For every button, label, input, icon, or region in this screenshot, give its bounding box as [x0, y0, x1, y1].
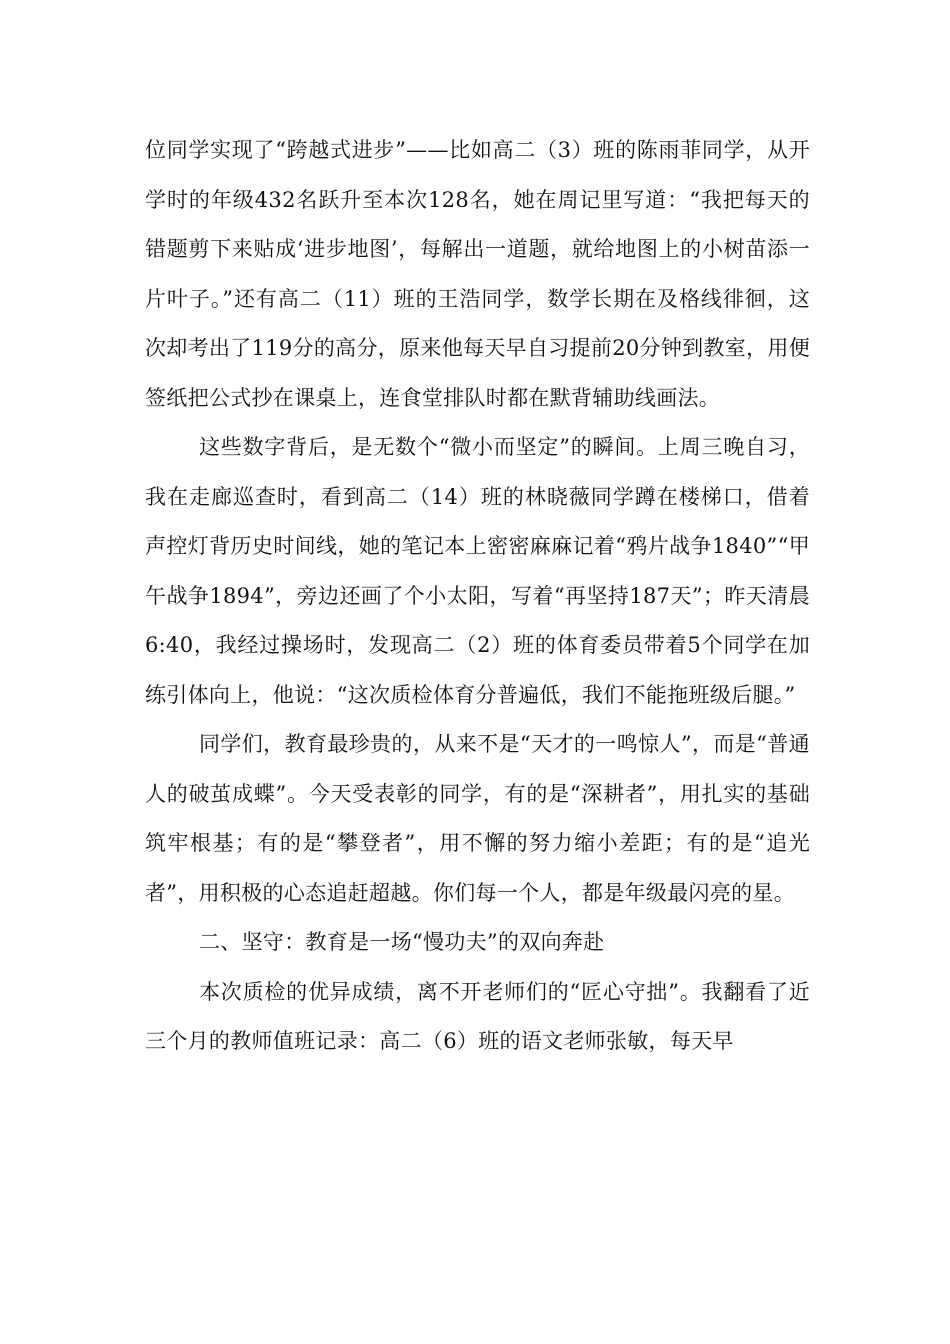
paragraph-teachers: 本次质检的优异成绩，离不开老师们的“匠心守拙”。我翻看了近三个月的教师值班记录：高二（6）班的语文老师张敏，每天早: [145, 979, 810, 1053]
paragraph-encouragement: 同学们，教育最珍贵的，从来不是“天才的一鸣惊人”，而是“普通人的破茧成蝶”。今天受表彰的同学，有的是“深耕者”，用扎实的基础筑牢根基；有的是“攀登者”，用不懈的努力缩小差距；有的是“追光者”，用积极的心态追赶超越。你们每一个人，都是年级最闪亮的星。: [145, 732, 810, 905]
section-heading: 二、坚守：教育是一场“慢功夫”的双向奔赴: [199, 930, 605, 954]
paragraph-progress-students: 位同学实现了“跨越式进步”——比如高二（3）班的陈雨菲同学，从开学时的年级432名跃升至本次128名，她在周记里写道：“我把每天的错题剪下来贴成‘进步地图’，每解出一道题，就给地图上的小树苗添一片叶子。”还有高二（11）班的王浩同学，数学长期在及格线徘徊，这次却考出了119分的高分，原来他每天早自习提前20分钟到教室，用便签纸把公式抄在课桌上，连食堂排队时都在默背辅助线画法。: [145, 138, 810, 410]
document-body: [145, 126, 810, 1067]
paragraph-moments: 这些数字背后，是无数个“微小而坚定”的瞬间。上周三晚自习，我在走廊巡查时，看到高二（14）班的林晓薇同学蹲在楼梯口，借着声控灯背历史时间线，她的笔记本上密密麻麻记着“鸦片战争1840”“甲午战争1894”，旁边还画了个小太阳，写着“再坚持187天”；昨天清晨6:40，我经过操场时，发现高二（2）班的体育委员带着5个同学在加练引体向上，他说：“这次质检体育分普遍低，我们不能拖班级后腿。”: [145, 435, 810, 707]
